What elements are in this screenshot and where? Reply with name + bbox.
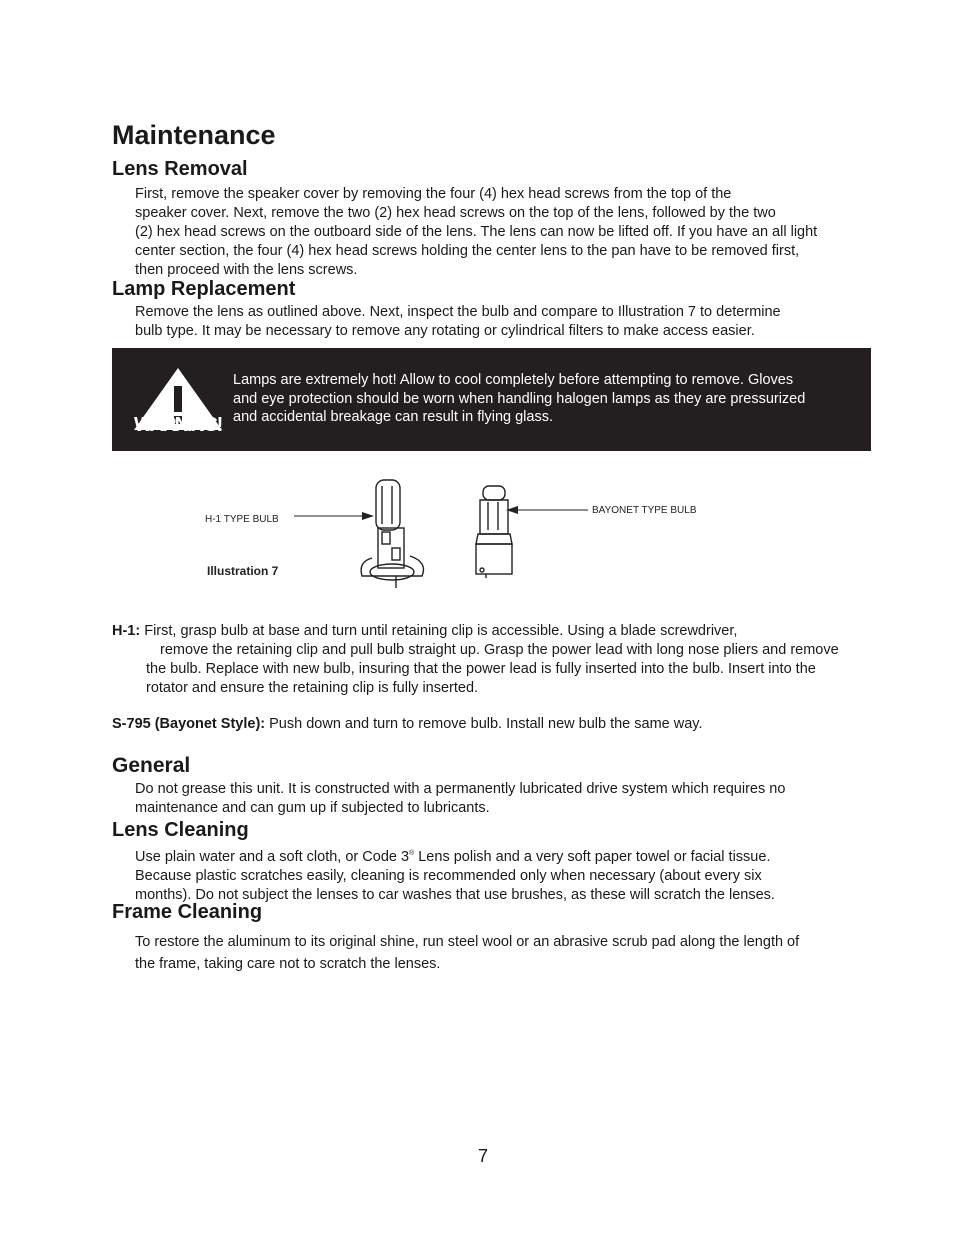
text-line: Because plastic scratches easily, cleaning is recommended only when necessary (about every six bbox=[135, 868, 762, 884]
page-number: 7 bbox=[478, 1146, 489, 1166]
h1-label: H-1: bbox=[112, 623, 141, 639]
s795-text: Push down and turn to remove bulb. Install new bulb the same way. bbox=[265, 716, 703, 732]
text-line: Remove the lens as outlined above. Next, inspect the bulb and compare to Illustration 7 to determine bbox=[135, 304, 781, 320]
text-line: the bulb. Replace with new bulb, insuring that the power lead is fully inserted into the bulb. Insert into the bbox=[146, 661, 816, 677]
h1-instructions bbox=[112, 622, 872, 698]
lamp-replacement-heading: Lamp Replacement bbox=[112, 278, 296, 300]
text-line: To restore the aluminum to its original shine, run steel wool or an abrasive scrub pad along the length of bbox=[135, 934, 800, 950]
h1-bulb-label: H-1 TYPE BULB bbox=[205, 514, 279, 525]
lens-cleaning-text bbox=[135, 844, 875, 905]
text-line: maintenance and can gum up if subjected to lubricants. bbox=[135, 800, 490, 816]
general-heading: General bbox=[112, 754, 191, 777]
text-line: bulb type. It may be necessary to remove any rotating or cylindrical filters to make access easier. bbox=[135, 323, 755, 339]
registered-mark: ® bbox=[409, 850, 415, 857]
text-line: Do not grease this unit. It is constructed with a permanently lubricated drive system which requires no bbox=[135, 781, 786, 797]
warning-label: WARNING! bbox=[134, 414, 222, 436]
s795-label: S-795 (Bayonet Style): bbox=[112, 716, 266, 732]
s795-instructions bbox=[112, 716, 703, 732]
text-line: remove the retaining clip and pull bulb straight up. Grasp the power lead with long nose pliers and remove bbox=[160, 642, 839, 658]
lens-removal-heading: Lens Removal bbox=[112, 158, 248, 180]
frame-cleaning-text bbox=[135, 931, 875, 975]
bayonet-bulb-label: BAYONET TYPE BULB bbox=[592, 505, 697, 516]
lens-removal-text bbox=[135, 185, 875, 280]
text-line: Lamps are extremely hot! Allow to cool completely before attempting to remove. Gloves bbox=[233, 372, 794, 388]
text-line: the frame, taking care not to scratch the lenses. bbox=[135, 956, 441, 972]
text-line: and accidental breakage can result in flying glass. bbox=[233, 409, 553, 425]
warning-box bbox=[112, 348, 871, 451]
text-fragment: Use plain water and a soft cloth, or Code 3 bbox=[135, 849, 410, 865]
lamp-replacement-text bbox=[135, 303, 875, 341]
warning-text bbox=[233, 371, 863, 427]
text-line: then proceed with the lens screws. bbox=[135, 262, 358, 278]
general-text bbox=[135, 780, 875, 818]
frame-cleaning-heading: Frame Cleaning bbox=[112, 901, 263, 923]
h1-first-line: First, grasp bulb at base and turn until retaining clip is accessible. Using a blade screwdriver, bbox=[140, 623, 738, 639]
h1-bulb-drawing bbox=[361, 480, 423, 588]
text-line: rotator and ensure the retaining clip is fully inserted. bbox=[146, 680, 479, 696]
text-line: center section, the four (4) hex head screws holding the center lens to the pan have to be removed first, bbox=[135, 243, 800, 259]
bulb-illustration bbox=[196, 472, 736, 592]
text-fragment: Lens polish and a very soft paper towel or facial tissue. bbox=[414, 849, 771, 865]
bayonet-bulb-drawing bbox=[476, 486, 512, 578]
page-title: Maintenance bbox=[112, 120, 276, 150]
lens-cleaning-heading: Lens Cleaning bbox=[112, 819, 249, 841]
text-line: and eye protection should be worn when handling halogen lamps as they are pressurized bbox=[233, 390, 806, 407]
text-line: (2) hex head screws on the outboard side of the lens. The lens can now be lifted off. If you have an all light bbox=[135, 224, 818, 240]
text-line: First, remove the speaker cover by removing the four (4) hex head screws from the top of the bbox=[135, 186, 732, 202]
illustration-caption: Illustration 7 bbox=[207, 564, 279, 578]
text-line: months). Do not subject the lenses to car washes that use brushes, as these will scratch the lenses. bbox=[135, 887, 775, 903]
text-line bbox=[135, 844, 875, 867]
text-line: speaker cover. Next, remove the two (2) hex head screws on the top of the lens, followed by the two bbox=[135, 205, 776, 221]
